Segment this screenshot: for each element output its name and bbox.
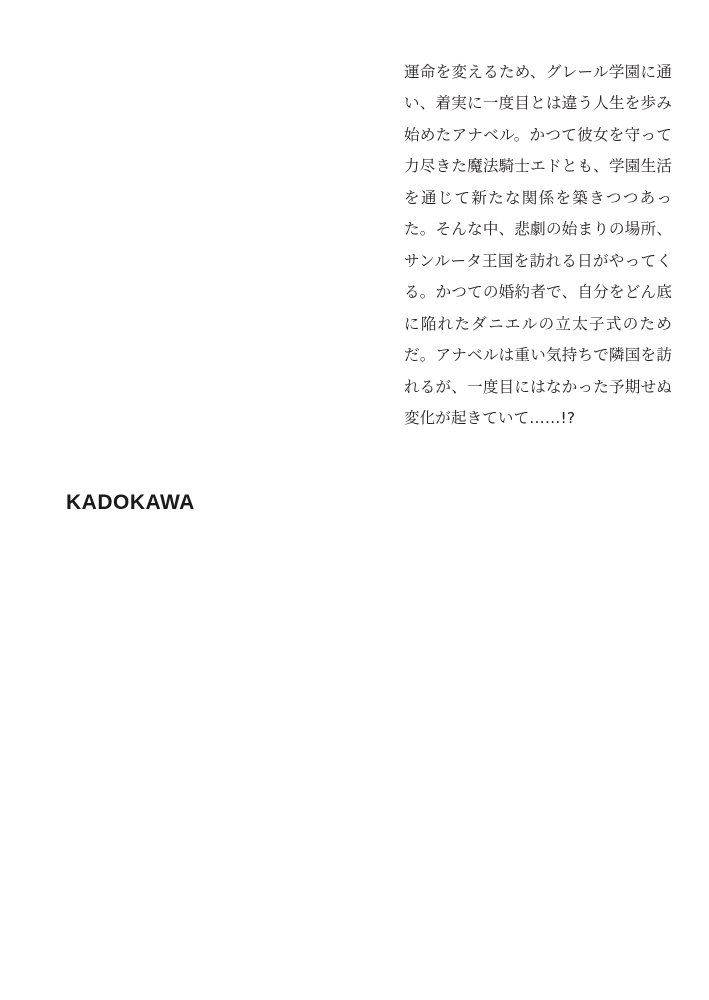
kadokawa-logo: KADOKAWA (66, 491, 195, 514)
blurb-text: 運命を変えるため、グレール学園に通い、着実に一度目とは違う人生を歩み始めたアナベル。かつて彼女を守って力尽きた魔法騎士エドとも、学園生活を通じて新たな関係を築きつつあった。そんな中、悲劇の始まりの場所、サンルータ王国を訪れる日がやってくる。かつての婚約者で、自分をどん底に陥れたダニエルの立太子式のためだ。アナベルは重い気持ちで隣国を訪れるが、一度目にはなかった予期せぬ変化が起きていて……!? (404, 63, 672, 427)
blurb-block (404, 57, 672, 434)
